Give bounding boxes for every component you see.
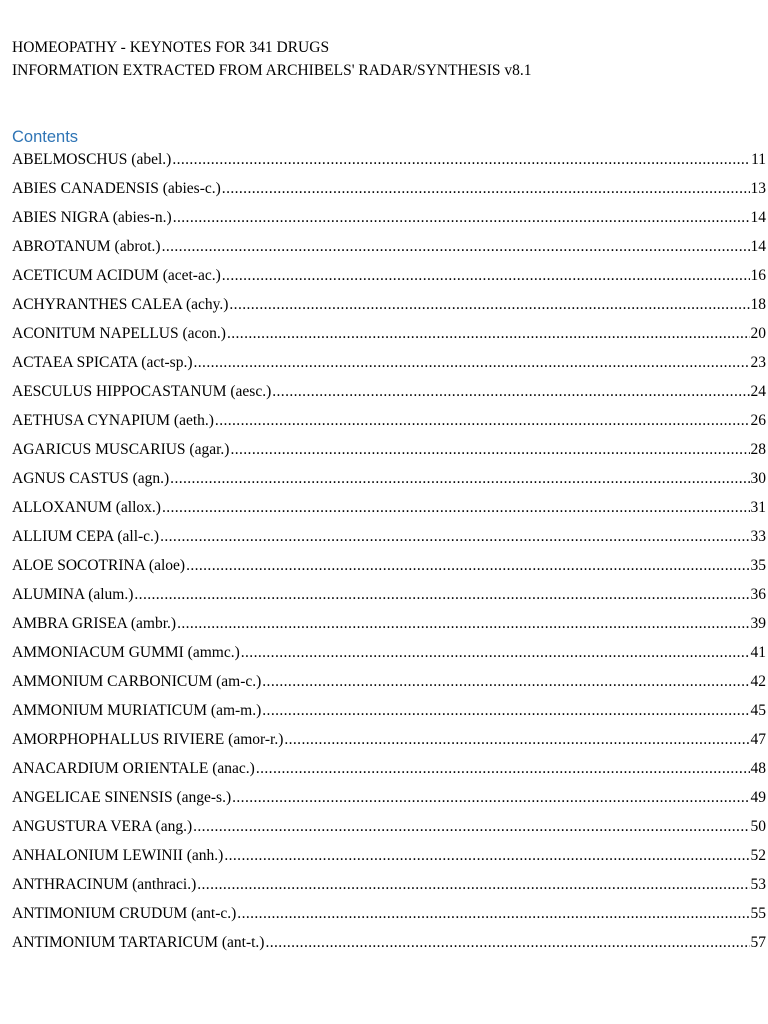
toc-entry-title: AMMONIACUM GUMMI (ammc.): [12, 644, 240, 661]
toc-entry-page-number: 52: [750, 847, 766, 864]
toc-entry[interactable]: [12, 150, 766, 179]
toc-entry[interactable]: [12, 295, 766, 324]
toc-entry-page-number: 18: [750, 296, 766, 313]
toc-entry-title: AGNUS CASTUS (agn.): [12, 470, 170, 487]
toc-entry[interactable]: [12, 498, 766, 527]
toc-entry[interactable]: [12, 353, 766, 382]
toc-entry-title: ABIES CANADENSIS (abies-c.): [12, 180, 221, 197]
toc-entry-title: AGARICUS MUSCARIUS (agar.): [12, 441, 230, 458]
toc-entry-title: AMMONIUM CARBONICUM (am-c.): [12, 673, 262, 690]
toc-entry-page-number: 42: [750, 673, 766, 690]
toc-entry[interactable]: [12, 179, 766, 208]
toc-dot-leader: [162, 498, 750, 518]
toc-entry[interactable]: [12, 933, 766, 962]
toc-entry-title: ANTIMONIUM CRUDUM (ant-c.): [12, 905, 237, 922]
document-title-line-1: HOMEOPATHY - KEYNOTES FOR 341 DRUGS: [12, 39, 330, 56]
toc-entry-title: ALOE SOCOTRINA (aloe): [12, 557, 186, 574]
toc-dot-leader: [172, 150, 750, 170]
toc-dot-leader: [256, 759, 750, 779]
toc-dot-leader: [170, 469, 749, 489]
toc-entry-title: ACETICUM ACIDUM (acet-ac.): [12, 267, 221, 284]
toc-entry-title: ANTIMONIUM TARTARICUM (ant-t.): [12, 934, 265, 951]
toc-entry[interactable]: [12, 788, 766, 817]
toc-entry-page-number: 57: [750, 934, 766, 951]
contents-heading: Contents: [12, 128, 79, 146]
toc-entry-page-number: 53: [750, 876, 766, 893]
toc-entry-title: ABIES NIGRA (abies-n.): [12, 209, 172, 226]
toc-dot-leader: [241, 643, 750, 663]
toc-entry-page-number: 39: [750, 615, 766, 632]
toc-entry[interactable]: [12, 730, 766, 759]
toc-entry[interactable]: [12, 585, 766, 614]
toc-entry-page-number: 48: [750, 760, 766, 777]
toc-entry[interactable]: [12, 382, 766, 411]
toc-entry-page-number: 49: [750, 789, 766, 806]
toc-entry[interactable]: [12, 237, 766, 266]
toc-entry[interactable]: [12, 643, 766, 672]
toc-entry[interactable]: [12, 701, 766, 730]
toc-entry-title: ALUMINA (alum.): [12, 586, 134, 603]
toc-entry-page-number: 24: [750, 383, 766, 400]
toc-dot-leader: [215, 411, 750, 431]
toc-entry-title: ANTHRACINUM (anthraci.): [12, 876, 197, 893]
toc-dot-leader: [229, 295, 749, 315]
toc-entry-title: AESCULUS HIPPOCASTANUM (aesc.): [12, 383, 272, 400]
toc-dot-leader: [177, 614, 749, 634]
toc-entry[interactable]: [12, 875, 766, 904]
toc-entry-title: ACHYRANTHES CALEA (achy.): [12, 296, 229, 313]
toc-dot-leader: [222, 179, 750, 199]
table-of-contents: [12, 150, 766, 962]
toc-entry[interactable]: [12, 556, 766, 585]
toc-entry-title: AETHUSA CYNAPIUM (aeth.): [12, 412, 214, 429]
toc-entry-page-number: 45: [750, 702, 766, 719]
toc-entry-page-number: 35: [750, 557, 766, 574]
toc-entry-title: ALLOXANUM (allox.): [12, 499, 161, 516]
toc-entry-title: ANHALONIUM LEWINII (anh.): [12, 847, 224, 864]
toc-dot-leader: [230, 440, 749, 460]
document-page: [12, 36, 766, 962]
toc-dot-leader: [262, 701, 749, 721]
toc-dot-leader: [186, 556, 749, 576]
toc-entry-page-number: 28: [750, 441, 766, 458]
toc-dot-leader: [162, 237, 750, 257]
toc-entry-title: ABELMOSCHUS (abel.): [12, 151, 172, 168]
toc-entry-page-number: 31: [750, 499, 766, 516]
toc-entry-page-number: 14: [750, 238, 766, 255]
toc-entry-page-number: 23: [750, 354, 766, 371]
toc-entry[interactable]: [12, 614, 766, 643]
toc-entry[interactable]: [12, 208, 766, 237]
toc-entry[interactable]: [12, 817, 766, 846]
toc-dot-leader: [284, 730, 749, 750]
toc-dot-leader: [272, 382, 749, 402]
toc-entry-title: ACTAEA SPICATA (act-sp.): [12, 354, 193, 371]
toc-entry-title: ALLIUM CEPA (all-c.): [12, 528, 160, 545]
toc-entry-page-number: 14: [750, 209, 766, 226]
toc-dot-leader: [262, 672, 749, 692]
toc-entry-page-number: 30: [750, 470, 766, 487]
toc-dot-leader: [224, 846, 749, 866]
toc-entry-title: ANGELICAE SINENSIS (ange-s.): [12, 789, 232, 806]
toc-entry[interactable]: [12, 411, 766, 440]
toc-dot-leader: [193, 817, 749, 837]
toc-entry-title: ACONITUM NAPELLUS (acon.): [12, 325, 226, 342]
toc-dot-leader: [232, 788, 749, 808]
toc-entry[interactable]: [12, 672, 766, 701]
toc-entry-page-number: 55: [750, 905, 766, 922]
toc-entry-page-number: 26: [750, 412, 766, 429]
toc-entry-title: ABROTANUM (abrot.): [12, 238, 161, 255]
toc-entry-title: ANGUSTURA VERA (ang.): [12, 818, 193, 835]
toc-entry[interactable]: [12, 527, 766, 556]
toc-entry[interactable]: [12, 440, 766, 469]
document-title-line-2: INFORMATION EXTRACTED FROM ARCHIBELS' RADAR/SYNTHESIS v8.1: [12, 62, 532, 79]
toc-entry[interactable]: [12, 904, 766, 933]
toc-dot-leader: [173, 208, 750, 228]
toc-entry-title: AMBRA GRISEA (ambr.): [12, 615, 177, 632]
toc-entry-title: AMMONIUM MURIATICUM (am-m.): [12, 702, 262, 719]
toc-entry-title: AMORPHOPHALLUS RIVIERE (amor-r.): [12, 731, 284, 748]
toc-entry[interactable]: [12, 469, 766, 498]
toc-entry-page-number: 16: [750, 267, 766, 284]
toc-dot-leader: [237, 904, 749, 924]
toc-entry-page-number: 11: [751, 151, 766, 168]
toc-entry[interactable]: [12, 266, 766, 295]
toc-entry-title: ANACARDIUM ORIENTALE (anac.): [12, 760, 255, 777]
toc-entry-page-number: 36: [750, 586, 766, 603]
toc-entry[interactable]: [12, 846, 766, 875]
toc-entry-page-number: 50: [750, 818, 766, 835]
toc-entry[interactable]: [12, 759, 766, 788]
toc-entry-page-number: 20: [750, 325, 766, 342]
toc-dot-leader: [194, 353, 750, 373]
toc-dot-leader: [134, 585, 749, 605]
toc-entry-page-number: 13: [750, 180, 766, 197]
toc-entry-page-number: 47: [750, 731, 766, 748]
toc-dot-leader: [227, 324, 750, 344]
toc-dot-leader: [160, 527, 749, 547]
toc-dot-leader: [197, 875, 749, 895]
toc-entry-page-number: 33: [750, 528, 766, 545]
toc-dot-leader: [222, 266, 750, 286]
toc-dot-leader: [265, 933, 749, 953]
toc-entry-page-number: 41: [750, 644, 766, 661]
toc-entry[interactable]: [12, 324, 766, 353]
